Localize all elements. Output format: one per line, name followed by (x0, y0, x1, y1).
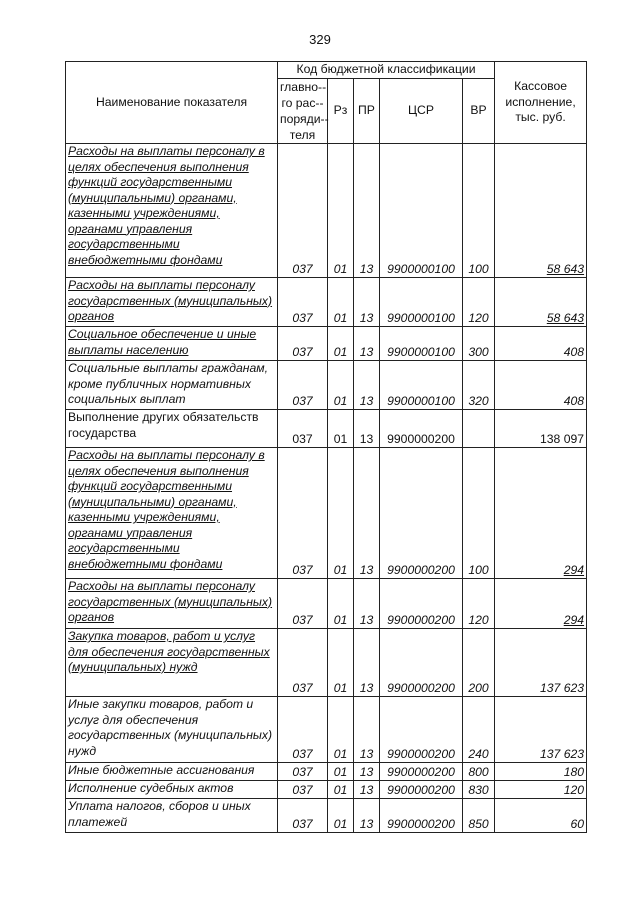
row-sum: 294 (563, 612, 585, 627)
row-pr: 13 (354, 278, 380, 327)
row-gl: 037 (278, 697, 328, 763)
header-rz: Рз (328, 79, 354, 144)
row-csr: 9900000200 (380, 763, 463, 781)
row-csr: 9900000200 (380, 799, 463, 833)
row-name: Иные бюджетные ассигнования (66, 763, 278, 781)
row-name: Расходы на выплаты персоналу в целях обеспечения выполнения функций государственными (муниципальными) органами, казенными учреждениями, органами управления государственными внебюджетными фондами (68, 144, 265, 267)
row-rz: 01 (328, 763, 354, 781)
row-csr: 9900000200 (380, 697, 463, 763)
row-pr: 13 (354, 799, 380, 833)
row-sum: 60 (495, 799, 587, 833)
table-row (66, 781, 587, 799)
row-name: Исполнение судебных актов (66, 781, 278, 799)
table-row (66, 361, 587, 410)
row-name: Социальное обеспечение и иные выплаты населению (68, 327, 257, 357)
table-row (66, 144, 587, 278)
row-csr: 9900000100 (380, 278, 463, 327)
row-gl: 037 (278, 629, 328, 697)
row-pr: 13 (354, 327, 380, 361)
header-code-group: Код бюджетной классификации (278, 62, 495, 79)
header-vr: ВР (463, 79, 495, 144)
header-csr: ЦСР (380, 79, 463, 144)
row-gl: 037 (278, 410, 328, 448)
row-gl: 037 (278, 781, 328, 799)
row-gl: 037 (278, 327, 328, 361)
row-vr: 100 (463, 144, 495, 278)
row-vr (463, 410, 495, 448)
row-sum: 120 (495, 781, 587, 799)
row-vr: 120 (463, 579, 495, 629)
row-rz: 01 (328, 327, 354, 361)
row-csr: 9900000100 (380, 361, 463, 410)
row-vr: 320 (463, 361, 495, 410)
row-sum: 58 643 (546, 310, 585, 325)
row-sum: 408 (495, 327, 587, 361)
header-pr: ПР (354, 79, 380, 144)
row-rz: 01 (328, 629, 354, 697)
table-row (66, 629, 587, 697)
row-vr: 830 (463, 781, 495, 799)
row-pr: 13 (354, 144, 380, 278)
row-vr: 300 (463, 327, 495, 361)
table-row (66, 448, 587, 579)
row-vr: 200 (463, 629, 495, 697)
row-csr: 9900000200 (380, 448, 463, 579)
table-row (66, 799, 587, 833)
budget-table (65, 61, 587, 833)
row-gl: 037 (278, 579, 328, 629)
row-rz: 01 (328, 361, 354, 410)
row-csr: 9900000200 (380, 579, 463, 629)
row-sum: 137 623 (495, 629, 587, 697)
row-gl: 037 (278, 361, 328, 410)
row-name: Иные закупки товаров, работ и услуг для обеспечения государственных (муниципальных) нужд (66, 697, 278, 763)
table-row (66, 327, 587, 361)
row-pr: 13 (354, 697, 380, 763)
table-row (66, 410, 587, 448)
row-sum: 138 097 (495, 410, 587, 448)
row-gl: 037 (278, 144, 328, 278)
row-sum: 58 643 (546, 261, 585, 276)
table-row (66, 763, 587, 781)
row-name: Социальные выплаты гражданам, кроме публичных нормативных социальных выплат (66, 361, 278, 410)
row-vr: 800 (463, 763, 495, 781)
row-rz: 01 (328, 448, 354, 579)
row-name: Выполнение других обязательств государства (66, 410, 278, 448)
row-sum: 294 (563, 562, 585, 577)
row-gl: 037 (278, 448, 328, 579)
row-vr: 850 (463, 799, 495, 833)
row-gl: 037 (278, 278, 328, 327)
header-kassovoe: Кассовое исполнение, тыс. руб. (495, 62, 587, 144)
row-sum: 180 (495, 763, 587, 781)
table-row (66, 278, 587, 327)
row-pr: 13 (354, 579, 380, 629)
row-name: Расходы на выплаты персоналу государственных (муниципальных) органов (68, 278, 273, 323)
row-gl: 037 (278, 799, 328, 833)
row-sum: 408 (495, 361, 587, 410)
row-pr: 13 (354, 629, 380, 697)
row-sum: 137 623 (495, 697, 587, 763)
row-csr: 9900000200 (380, 410, 463, 448)
row-rz: 01 (328, 799, 354, 833)
row-rz: 01 (328, 781, 354, 799)
header-glavnogo: главно-го рас-поряди-теля (278, 79, 328, 144)
row-pr: 13 (354, 448, 380, 579)
row-rz: 01 (328, 697, 354, 763)
row-csr: 9900000100 (380, 144, 463, 278)
row-pr: 13 (354, 781, 380, 799)
row-vr: 240 (463, 697, 495, 763)
page-number: 329 (309, 32, 331, 47)
row-pr: 13 (354, 410, 380, 448)
row-pr: 13 (354, 361, 380, 410)
row-pr: 13 (354, 763, 380, 781)
row-vr: 120 (463, 278, 495, 327)
table-row (66, 697, 587, 763)
row-name: Закупка товаров, работ и услуг для обеспечения государственных (муниципальных) нужд (68, 629, 270, 674)
row-gl: 037 (278, 763, 328, 781)
row-vr: 100 (463, 448, 495, 579)
row-csr: 9900000200 (380, 629, 463, 697)
row-name: Расходы на выплаты персоналу государственных (муниципальных) органов (68, 579, 273, 624)
row-rz: 01 (328, 410, 354, 448)
row-csr: 9900000100 (380, 327, 463, 361)
table-row (66, 579, 587, 629)
row-rz: 01 (328, 579, 354, 629)
row-name: Уплата налогов, сборов и иных платежей (66, 799, 278, 833)
row-name: Расходы на выплаты персоналу в целях обеспечения выполнения функций государственными (муниципальными) органами, казенными учреждениями, органами управления государственными внебюджетными фондами (68, 448, 265, 571)
row-rz: 01 (328, 278, 354, 327)
row-csr: 9900000200 (380, 781, 463, 799)
header-name: Наименование показателя (66, 62, 278, 144)
row-rz: 01 (328, 144, 354, 278)
